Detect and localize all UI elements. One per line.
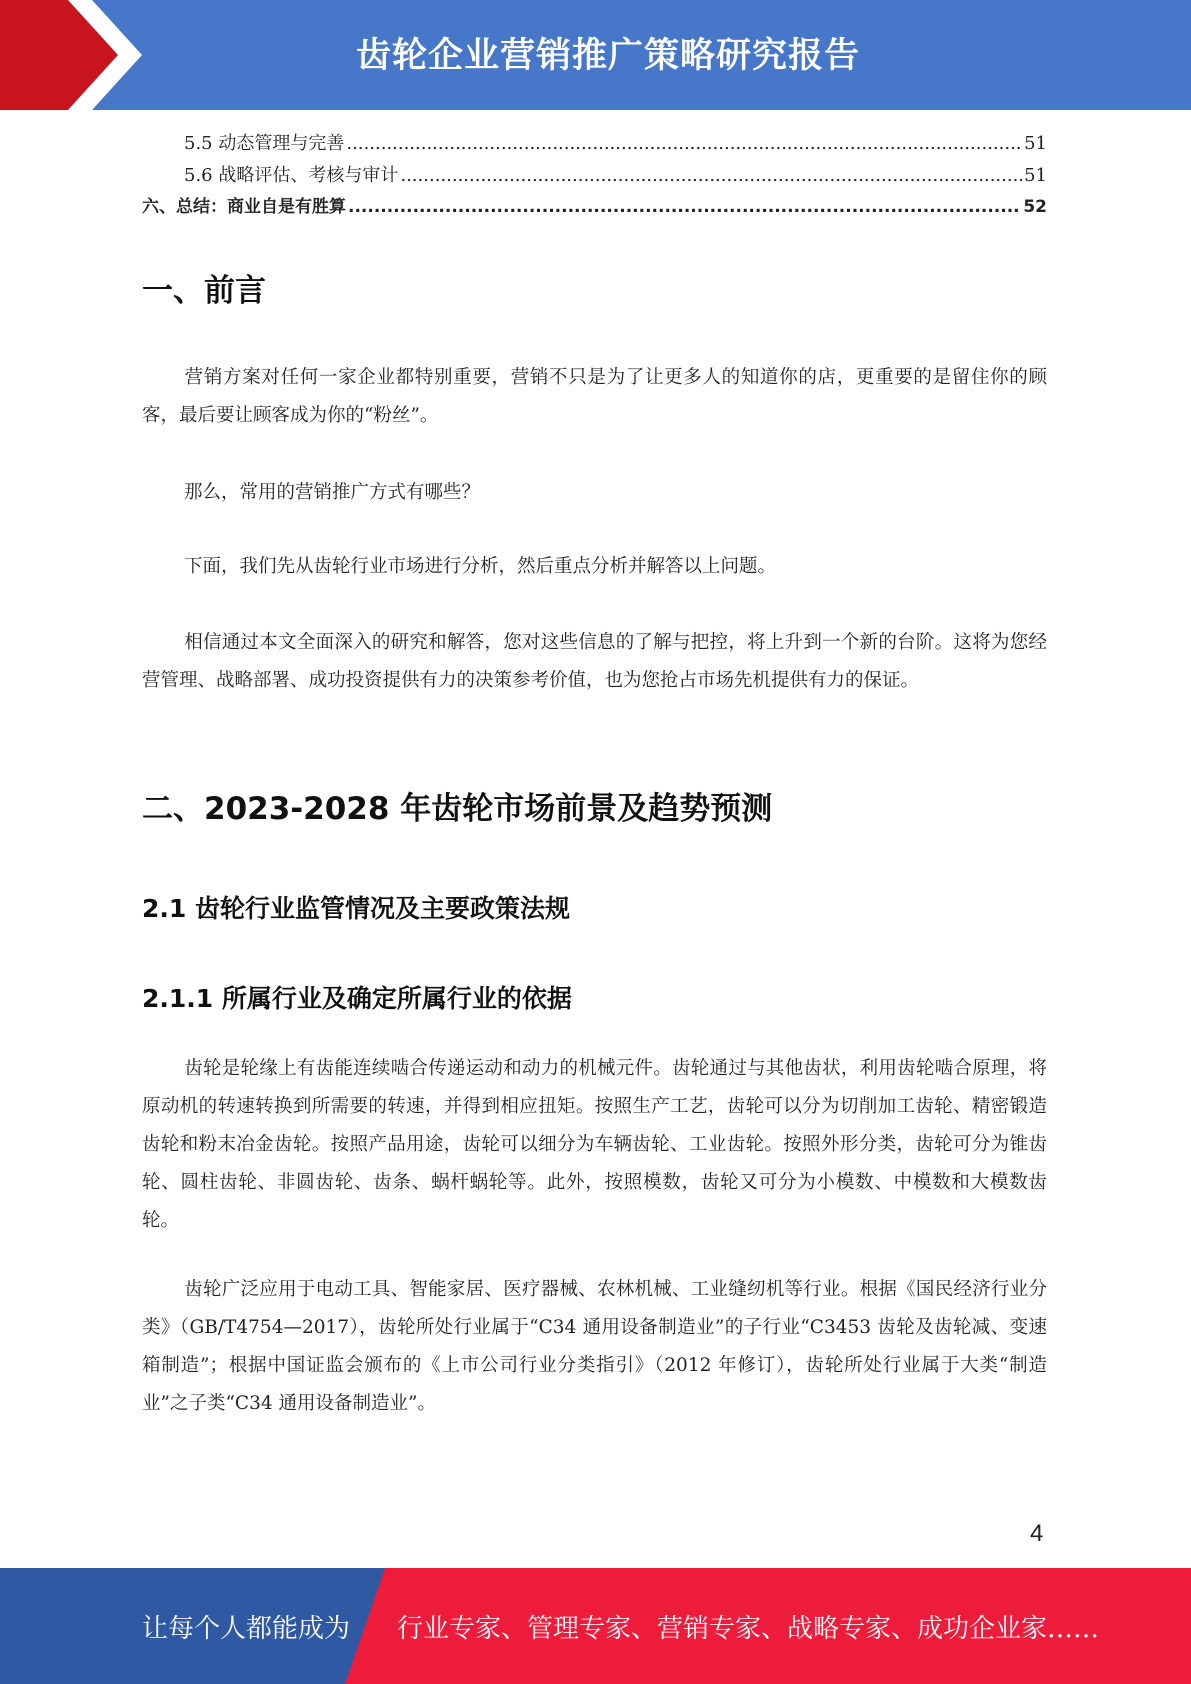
page-number: 4 [1030,1520,1044,1547]
subsection-heading: 2.1 齿轮行业监管情况及主要政策法规 [142,894,570,923]
toc-entry-page: 51 [1024,133,1047,154]
toc-entry-label: 5.6 战略评估、考核与审计 [184,165,399,186]
toc-leader-dots [400,165,1022,187]
toc-entry[interactable] [142,129,1047,155]
page-header [0,0,1191,110]
toc-entry-label: 六、总结：商业自是有胜算 [142,197,346,217]
paragraph: 相信通过本文全面深入的研究和解答，您对这些信息的了解与把控，将上升到一个新的台阶。这将为您经营管理、战略部署、成功投资提供有力的决策参考价值，也为您抢占市场先机提供有力的保证。 [142,632,1047,691]
toc-entry[interactable] [142,192,1047,218]
paragraph: 下面，我们先从齿轮行业市场进行分析，然后重点分析并解答以上问题。 [184,556,777,577]
section-heading: 一、前言 [142,273,266,309]
paragraph: 营销方案对任何一家企业都特别重要，营销不只是为了让更多人的知道你的店，更重要的是留住你的顾客，最后要让顾客成为你的“粉丝”。 [142,367,1047,426]
toc-entry-page: 52 [1023,197,1047,217]
toc-entry[interactable] [142,161,1047,187]
footer-slogan-right: 行业专家、管理专家、营销专家、战略专家、成功企业家…… [397,1614,1100,1644]
page-footer [0,1568,1191,1684]
toc-leader-dots [348,196,1021,218]
toc-leader-dots [346,133,1022,155]
toc-entry-page: 51 [1024,165,1047,186]
paragraph: 齿轮是轮缘上有齿能连续啮合传递运动和动力的机械元件。齿轮通过与其他齿状，利用齿轮啮合原理，将原动机的转速转换到所需要的转速，并得到相应扭矩。按照生产工艺，齿轮可以分为切削加工齿轮、精密锻造齿轮和粉末冶金齿轮。按照产品用途，齿轮可以细分为车辆齿轮、工业齿轮。按照外形分类，齿轮可分为锥齿轮、圆柱齿轮、非圆齿轮、齿条、蜗杆蜗轮等。此外，按照模数，齿轮又可分为小模数、中模数和大模数齿轮。 [142,1058,1047,1231]
section-heading: 二、2023-2028 年齿轮市场前景及趋势预测 [142,791,773,827]
footer-slogan-left: 让每个人都能成为 [142,1614,351,1644]
paragraph: 那么，常用的营销推广方式有哪些？ [184,482,481,503]
paragraph: 齿轮广泛应用于电动工具、智能家居、医疗器械、农林机械、工业缝纫机等行业。根据《国民经济行业分类》（GB/T4754—2017），齿轮所处行业属于“C34 通用设备制造业”的子行业“C3453 齿轮及齿轮减、变速箱制造”；根据中国证监会颁布的《上市公司行业分类指引》（2012 年修订），齿轮所处行业属于大类“制造业”之子类“C34 通用设备制造业”。 [142,1279,1047,1414]
subsection-heading: 2.1.1 所属行业及确定所属行业的依据 [142,984,572,1013]
toc-entry-label: 5.5 动态管理与完善 [184,133,345,154]
header-title: 齿轮企业营销推广策略研究报告 [355,36,860,76]
